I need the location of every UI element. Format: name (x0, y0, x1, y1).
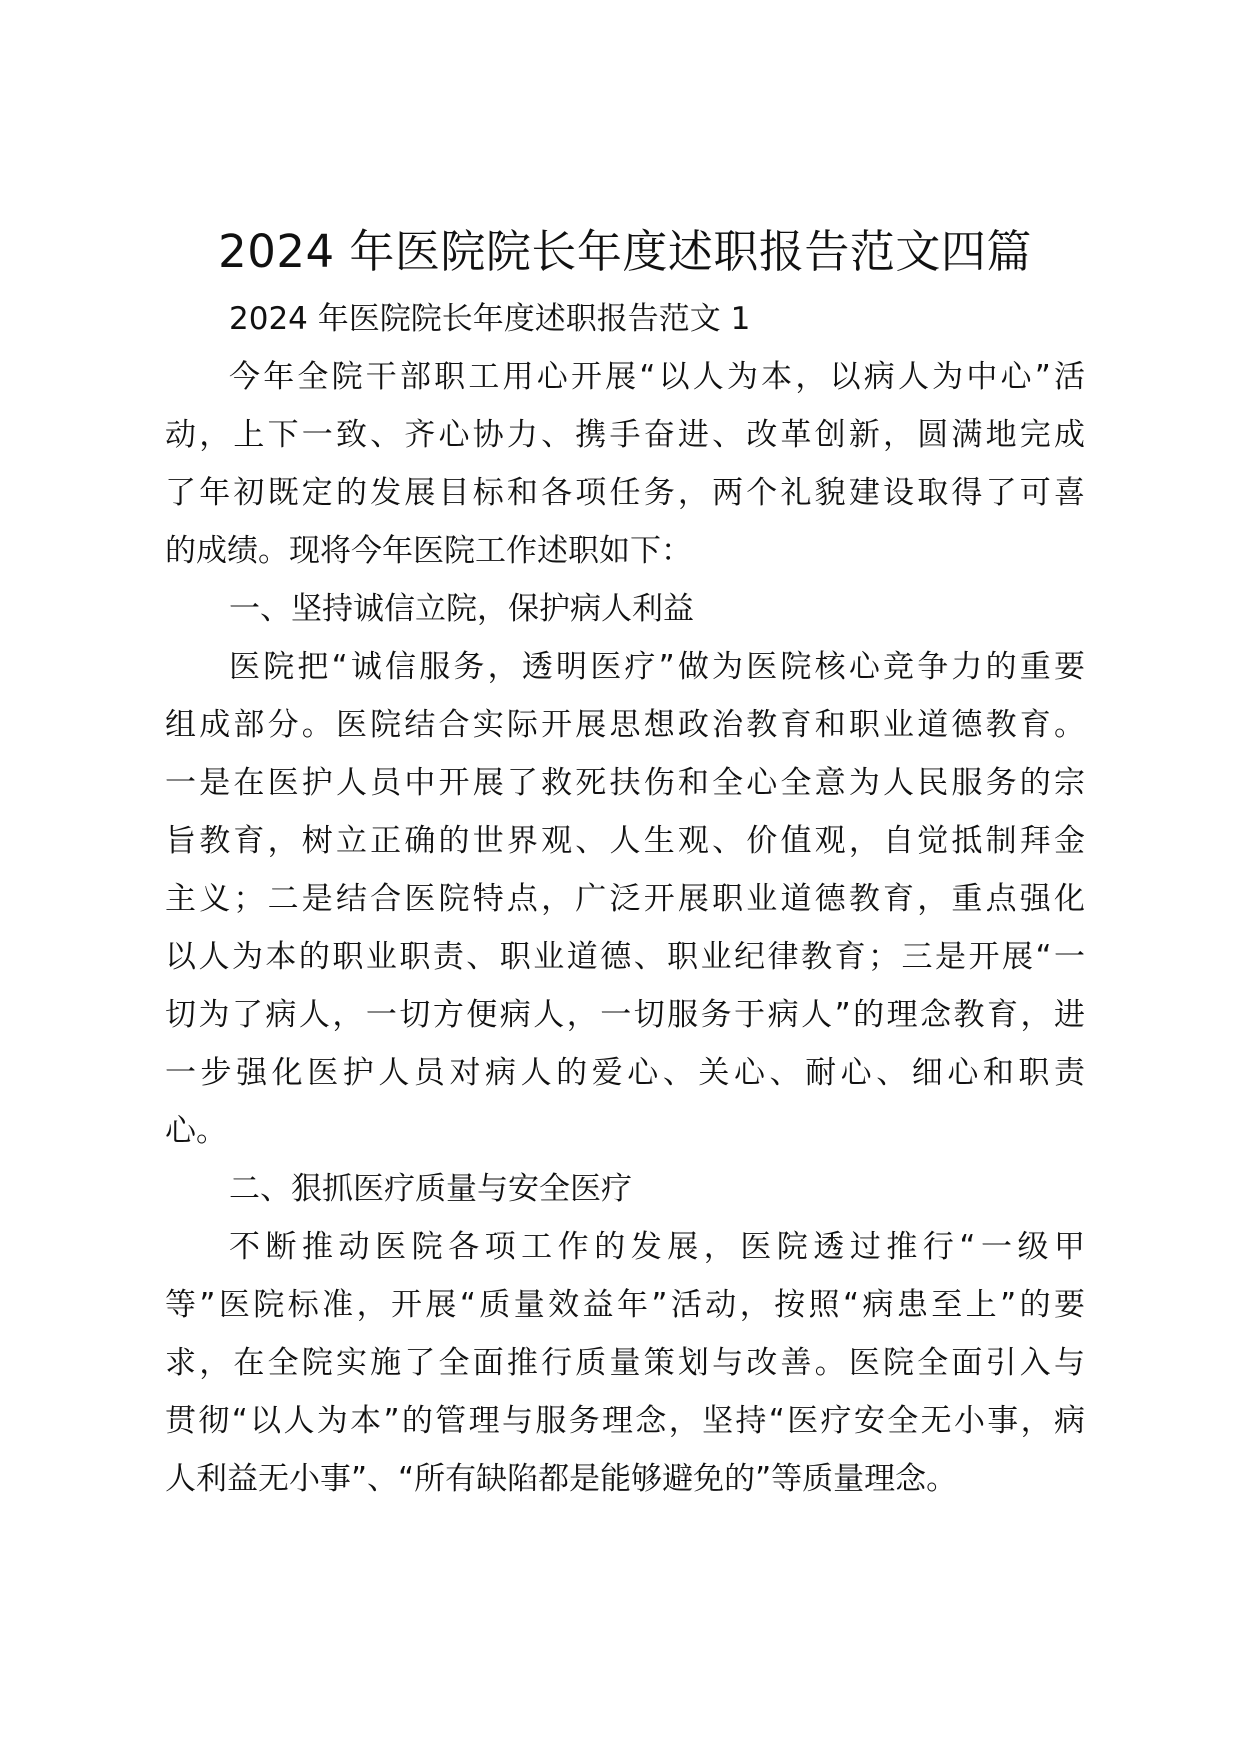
section-1-paragraph (165, 638, 1085, 1160)
text-line: 今年全院干部职工用心开展“以人为本，以病人为中心”活 (229, 359, 1085, 395)
text-line: 主义；二是结合医院特点，广泛开展职业道德教育，重点强化 (165, 881, 1085, 917)
section-2-heading: 二、狠抓医疗质量与安全医疗 (229, 1171, 632, 1207)
text-line: 一步强化医护人员对病人的爱心、关心、耐心、细心和职责 (165, 1055, 1085, 1091)
text-line: 不断推动医院各项工作的发展，医院透过推行“一级甲 (229, 1229, 1085, 1265)
text-line: 人利益无小事”、“所有缺陷都是能够避免的”等质量理念。 (165, 1461, 958, 1497)
text-line: 一是在医护人员中开展了救死扶伤和全心全意为人民服务的宗 (165, 765, 1085, 801)
text-line: 医院把“诚信服务，透明医疗”做为医院核心竞争力的重要 (229, 649, 1085, 685)
text-line: 等”医院标准，开展“质量效益年”活动，按照“病患至上”的要 (165, 1287, 1085, 1323)
text-line: 求，在全院实施了全面推行质量策划与改善。医院全面引入与 (165, 1345, 1085, 1381)
text-line: 动，上下一致、齐心协力、携手奋进、改革创新，圆满地完成 (165, 417, 1085, 453)
section-2-paragraph (165, 1218, 1085, 1508)
text-line: 心。 (165, 1113, 227, 1149)
text-line: 旨教育，树立正确的世界观、人生观、价值观，自觉抵制拜金 (165, 823, 1085, 859)
section-1-heading: 一、坚持诚信立院，保护病人利益 (229, 591, 694, 627)
text-line: 的成绩。现将今年医院工作述职如下： (165, 533, 692, 569)
document-title: 2024 年医院院长年度述职报告范文四篇 (218, 225, 1032, 278)
document-content (165, 222, 1085, 1508)
text-line: 了年初既定的发展目标和各项任务，两个礼貌建设取得了可喜 (165, 475, 1085, 511)
text-line: 切为了病人，一切方便病人，一切服务于病人”的理念教育，进 (165, 997, 1085, 1033)
text-line: 以人为本的职业职责、职业道德、职业纪律教育；三是开展“一 (165, 939, 1085, 975)
text-line: 贯彻“以人为本”的管理与服务理念，坚持“医疗安全无小事，病 (165, 1403, 1085, 1439)
intro-paragraph (165, 348, 1085, 580)
text-line: 组成部分。医院结合实际开展思想政治教育和职业道德教育。 (165, 707, 1085, 743)
subtitle: 2024 年医院院长年度述职报告范文 1 (229, 301, 751, 337)
